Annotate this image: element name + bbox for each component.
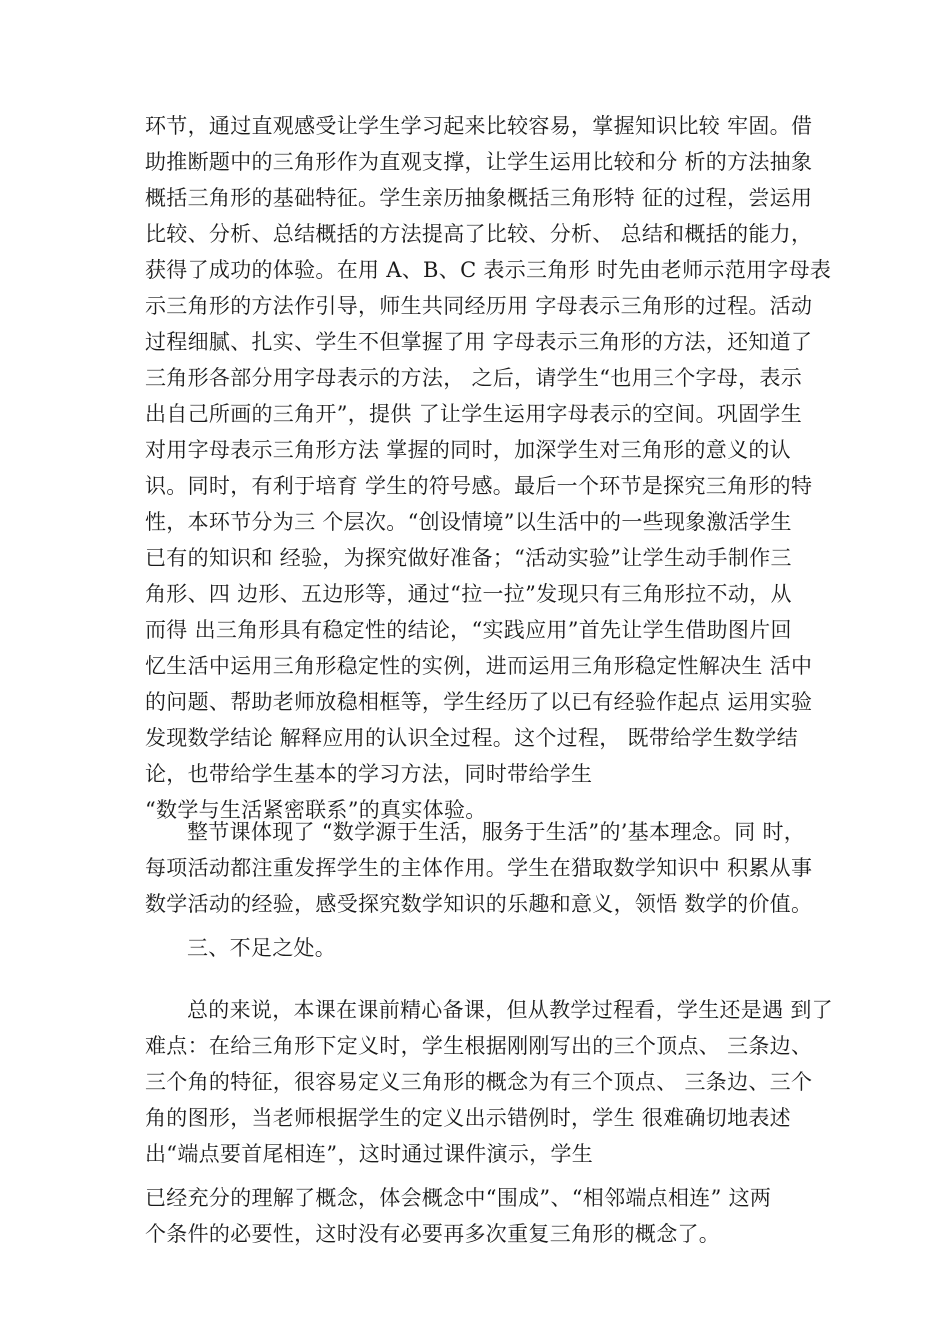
paragraph-3-line: 三个角的特征，很容易定义三角形的概念为有三个顶点、 三条边、三个 — [145, 1070, 813, 1094]
paragraph-1-line: 论，也带给学生基本的学习方法，同时带给学生 — [145, 762, 593, 786]
paragraph-1-line: 发现数学结论 解释应用的认识全过程。这个过程， 既带给学生数学结 — [145, 726, 798, 750]
paragraph-2 — [145, 814, 835, 922]
paragraph-1-line: 三角形各部分用字母表示的方法， 之后，请学生“也用三个字母，表示 — [145, 366, 803, 390]
paragraph-1-line: 概括三角形的基础特征。学生亲历抽象概括三角形特 征的过程，尝运用 — [145, 186, 813, 210]
paragraph-3 — [145, 992, 835, 1172]
paragraph-1-line: 对用字母表示三角形方法 掌握的同时，加深学生对三角形的意义的认 — [145, 438, 791, 462]
paragraph-1-line: 助推断题中的三角形作为直观支撑，让学生运用比较和分 析的方法抽象 — [145, 150, 813, 174]
paragraph-1-line: 示三角形的方法作引导，师生共同经历用 字母表示三角形的过程。活动 — [145, 294, 813, 318]
paragraph-1-line: 比较、分析、总结概括的方法提高了比较、分析、 总结和概括的能力， — [145, 222, 813, 246]
paragraph-1-line: 而得 出三角形具有稳定性的结论，“实践应用”首先让学生借助图片回 — [145, 618, 792, 642]
paragraph-2-line: 整节课体现了 “数学源于生活，服务于生活”的’基本理念。同 时， — [187, 820, 806, 844]
paragraph-1-line: 忆生活中运用三角形稳定性的实例，进而运用三角形稳定性解决生 活中 — [145, 654, 813, 678]
paragraph-1-line: 的问题、帮助老师放稳相框等，学生经历了以已有经验作起点 运用实验 — [145, 690, 813, 714]
paragraph-1-line: 识。同时，有利于培育 学生的符号感。最后一个环节是探究三角形的特 — [145, 474, 813, 498]
paragraph-2-line: 数学活动的经验，感受探究数学知识的乐趣和意义，领悟 数学的价值。 — [145, 892, 813, 916]
paragraph-1-line: 角形、四 边形、五边形等，通过“拉一拉”发现只有三角形拉不动，从 — [145, 582, 792, 606]
paragraph-1-line: 出自己所画的三角开”，提供 了让学生运用字母表示的空间。巩固学生 — [145, 402, 803, 426]
paragraph-1-line: 已有的知识和 经验，为探究做好准备；“活动实验”让学生动手制作三 — [145, 546, 792, 570]
paragraph-3-line: 难点：在给三角形下定义时，学生根据刚刚写出的三个顶点、 三条边、 — [145, 1034, 813, 1058]
paragraph-2-line: 每项活动都注重发挥学生的主体作用。学生在猎取数学知识中 积累从事 — [145, 856, 813, 880]
section-heading-text: 三、不足之处。 — [187, 936, 337, 960]
paragraph-1-line: 过程细腻、扎实、学生不但掌握了用 字母表示三角形的方法，还知道了 — [145, 330, 813, 354]
section-heading — [145, 930, 835, 966]
paragraph-4-line: 个条件的必要性，这时没有必要再多次重复三角形的概念了。 — [145, 1222, 721, 1246]
paragraph-4-line: 已经充分的理解了概念，体会概念中“围成”、“相邻端点相连” 这两 — [145, 1186, 772, 1210]
paragraph-4 — [145, 1180, 835, 1252]
paragraph-1-line: “数学与生活紧密联系”的真实体验。 — [145, 798, 487, 822]
paragraph-1-line: 获得了成功的体验。在用 A、B、C 表示三角形 时先由老师示范用字母表 — [145, 258, 832, 282]
paragraph-1-line: 性，本环节分为三 个层次。“创设情境”以生活中的一些现象激活学生 — [145, 510, 792, 534]
paragraph-3-line: 出“端点要首尾相连”，这时通过课件演示，学生 — [145, 1142, 594, 1166]
paragraph-1 — [145, 108, 835, 828]
paragraph-3-line: 总的来说，本课在课前精心备课，但从教学过程看，学生还是遇 到了 — [187, 998, 833, 1022]
paragraph-3-line: 角的图形，当老师根据学生的定义出示错例时，学生 很难确切地表述 — [145, 1106, 791, 1130]
paragraph-1-line: 环节，通过直观感受让学生学习起来比较容易，掌握知识比较 牢固。借 — [145, 114, 813, 138]
